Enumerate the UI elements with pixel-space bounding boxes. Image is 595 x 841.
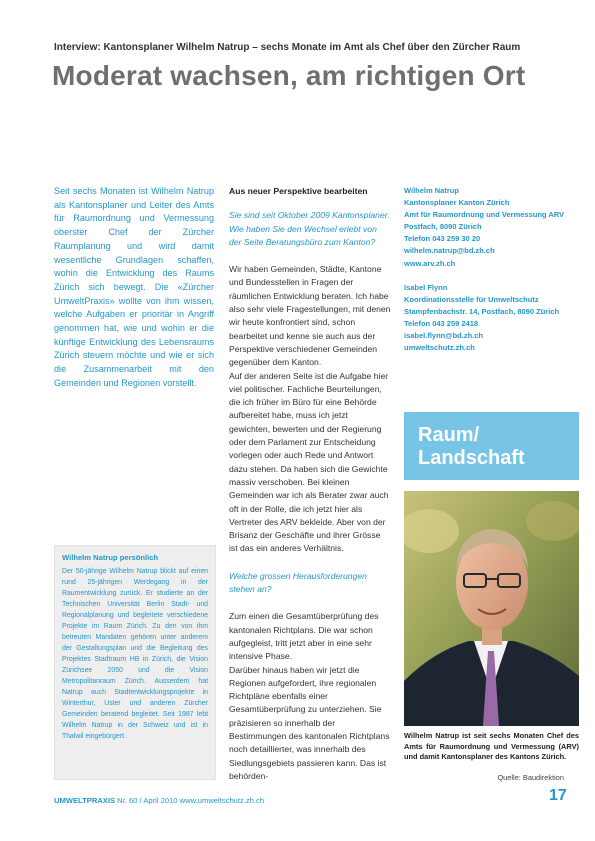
contact-email-link[interactable]: wilhelm.natrup@bd.zh.ch bbox=[404, 246, 495, 256]
section-label-line-1: Raum/ bbox=[418, 424, 480, 446]
lead-paragraph: Seit sechs Monaten ist Wilhelm Natrup als Kantonsplaner und Leiter des Amts für Raumordnung und Vermessung oberster Chef der Zürcher Raumplanung und wird damit wesentliche Grundlagen schaffen, wohin die Entwicklung des Raums Zürich sich bewegt. Die «Zürcher UmweltPraxis» wollte von ihm wissen, welche Aufgaben er prioritär in Angriff genommen hat, wie und wohin er die künftige Entwicklung des Lebensraums Zürich steuern möchte und wie er sich die Zusammenarbeit mit den Gemeinden und Regionen vorstellt. bbox=[54, 186, 214, 388]
answer-1-paragraph-1: Wir haben Gemeinden, Städte, Kantone und Bundesstellen in Fragen der räumlichen Entwicklung beraten. Ich habe also sehr viele Fragestellungen, mit denen wir heute konfrontiert sind, schon bearbeitet und kenne sie auch aus der Perspektive verschiedener Gemeinden gegenüber dem Kanton. bbox=[229, 264, 391, 368]
answer-2-paragraph-1: Zum einen die Gesamtüberprüfung des kantonalen Richtplans. Die war schon aufgegleist, tritt jetzt aber in eine sehr intensive Phase. bbox=[229, 611, 379, 662]
contact-line: Kantonsplaner Kanton Zürich bbox=[404, 198, 510, 208]
article-body bbox=[229, 185, 391, 783]
contact-block bbox=[404, 185, 579, 354]
question-2: Welche grossen Herausforderungen stehen an? bbox=[229, 570, 367, 595]
answer-2-paragraph-2: Darüber hinaus haben wir jetzt die Regionen aufgefordert, ihre regionalen Richtpläne ebenfalls einer Gesamtüberprüfung zu unterziehen. Sie präzisieren so innerhalb der Bestimmungen des kantonalen Richtplans noch detaillierter, was innerhalb des Siedlungsgebiets passieren kann. Das ist behörden- bbox=[229, 664, 390, 781]
portrait-photo bbox=[404, 491, 579, 726]
contact-web-link[interactable]: umweltschutz.zh.ch bbox=[404, 343, 475, 353]
answer-1-paragraph-2: Auf der anderen Seite ist die Aufgabe hier viel politischer. Fachliche Beurteilungen, die ich früher im Büro für eine Behörde aufbereitet habe, muss ich jetzt gewichten, bewerten und der Regierung oder dem Parlament zur Entscheidung vorlegen oder auch Rede und Antwort dazu stehen. Da haben sich die Gewichte massiv verschoben. Bei kleinen Gemeinden war ich als Berater zwar auch oft in der Rolle, die ich jetzt hier als Vertreter des ARV bekleide. Aber von der Brisanz der Geschäfte und ihrer Grösse ist das ein anderes Verhältnis. bbox=[229, 370, 389, 554]
photo-caption: Wilhelm Natrup ist seit sechs Monaten Chef des Amts für Raumordnung und Vermessung (ARV) und damit Kantonsplaner des Kantons Zürich. bbox=[404, 731, 579, 762]
portrait-illustration bbox=[404, 491, 579, 726]
bio-box bbox=[54, 545, 216, 780]
contact-line: Amt für Raumordnung und Vermessung ARV bbox=[404, 210, 565, 220]
bio-text: Der 50-jährige Wilhelm Natrup blickt auf einen rund 25-jährigen Werdegang in der Raumentwicklung zurück. Er studierte an der Technischen Universität Berlin Stadt- und Regionalplanung und begleitete verschiedene Projekte im Raum Zürich. Zu den von ihm betreuten Mandaten gehören unter anderem der Gestaltungsplan und die Begleitung des Projektes Stadtraum HB in Zürich, die Vision Zürichsee 2050 und die Vision Metropolitanraum Zürich. Ausserdem hat Natrup auch Stadtentwicklungsprojekte in Winterthur, Uster und anderen Zürcher Gemeinden beratend begleitet. Seit 1987 lebt Wilhelm Natrup in der Schweiz und ist in Thalwil eingebürgert. bbox=[62, 568, 208, 740]
contact-line: Telefon 043 259 30 20 bbox=[404, 234, 481, 244]
footer-brand: UMWELTPRAXIS bbox=[54, 796, 116, 805]
contact-email-link[interactable]: isabel.flynn@bd.zh.ch bbox=[404, 331, 483, 341]
section-label-box bbox=[404, 412, 579, 480]
bio-title: Wilhelm Natrup persönlich bbox=[62, 553, 159, 562]
article-headline: Moderat wachsen, am richtigen Ort bbox=[52, 60, 526, 91]
contact-line: Wilhelm Natrup bbox=[404, 186, 459, 195]
contact-line: Isabel Flynn bbox=[404, 282, 448, 292]
contact-line: Postfach, 8090 Zürich bbox=[404, 222, 482, 232]
contact-web-link[interactable]: www.arv.zh.ch bbox=[404, 258, 456, 268]
contact-line: Koordinationsstelle für Umweltschutz bbox=[404, 294, 539, 304]
contact-line: Telefon 043 259 2418 bbox=[404, 318, 479, 328]
page-number: 17 bbox=[549, 787, 567, 804]
contact-line: Stampfenbachstr. 14, Postfach, 8090 Zürich bbox=[404, 306, 560, 316]
photo-credit: Quelle: Baudirektion bbox=[497, 773, 564, 782]
article-kicker: Interview: Kantonsplaner Wilhelm Natrup – sechs Monate im Amt als Chef über den Zürcher Raum bbox=[54, 42, 521, 53]
section-subhead: Aus neuer Perspektive bearbeiten bbox=[229, 186, 368, 196]
section-label-line-2: Landschaft bbox=[418, 447, 525, 469]
question-1: Sie sind seit Oktober 2009 Kantonsplaner. Wie haben Sie den Wechsel erlebt von der Seite Beratungsbüro zum Kanton? bbox=[229, 210, 390, 247]
footer-url-link[interactable]: www.umweltschutz.zh.ch bbox=[179, 796, 265, 805]
page-footer bbox=[54, 796, 574, 805]
footer-issue: Nr. 60 / April 2010 bbox=[117, 796, 178, 805]
